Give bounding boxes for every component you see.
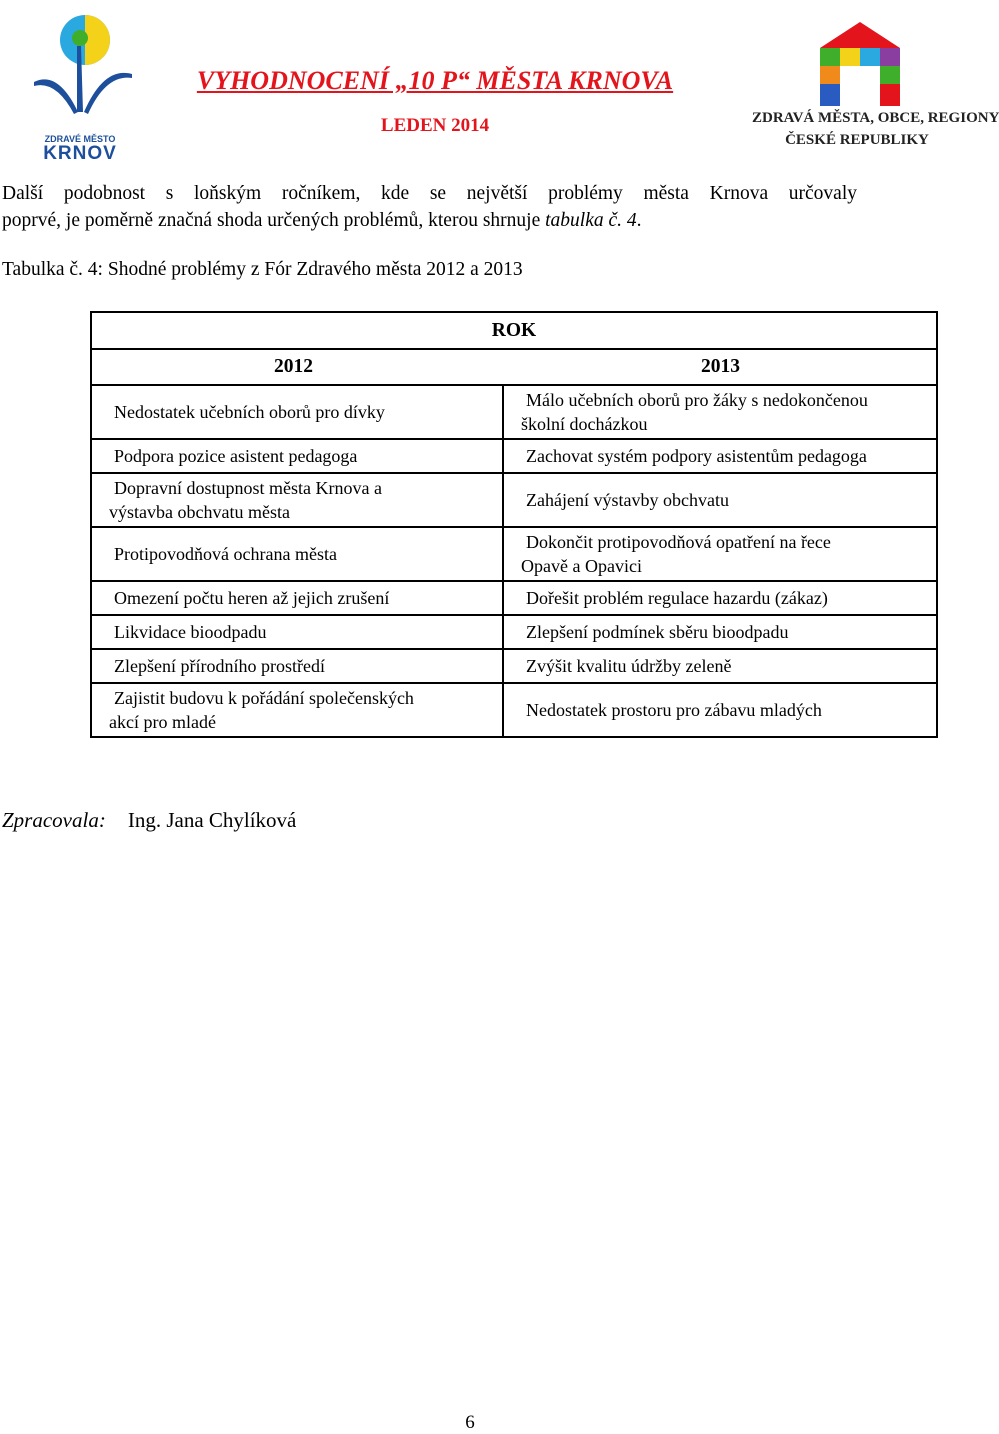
table-row <box>91 527 937 581</box>
table-row <box>91 439 937 473</box>
table-row <box>91 615 937 649</box>
cell-text-line: Likvidace bioodpadu <box>114 622 267 642</box>
right-logo-caption-line2: ČESKÉ REPUBLIKY <box>785 132 929 148</box>
cell-text-line: Podpora pozice asistent pedagoga <box>114 446 358 466</box>
cell-text-line: Nedostatek učebních oborů pro dívky <box>114 402 385 422</box>
cell-text-line: Opavě a Opavici <box>521 556 642 576</box>
cell-2013 <box>503 439 937 473</box>
table-row <box>91 473 937 527</box>
table-year-header-row <box>91 349 937 385</box>
cell-2013 <box>503 385 937 439</box>
left-logo-caption: ZDRAVÉ MĚSTO <box>44 134 116 144</box>
cell-text-line: Zachovat systém podpory asistentům pedagoga <box>526 446 867 466</box>
cell-text-line: akcí pro mladé <box>109 712 216 732</box>
cell-text-line: Zvýšit kvalitu údržby zeleně <box>526 656 732 676</box>
table-row <box>91 649 937 683</box>
cell-2012 <box>91 473 503 527</box>
table-row <box>91 581 937 615</box>
table-row <box>91 385 937 439</box>
cell-2012 <box>91 683 503 737</box>
right-logo-caption-line1: ZDRAVÁ MĚSTA, OBCE, REGIONY <box>752 110 999 126</box>
intro-line-2-start: poprvé, je poměrně značná shoda určených problémů, kterou shrnuje <box>2 210 546 231</box>
cell-text-line: Zajistit budovu k pořádání společenských <box>114 688 414 708</box>
document-date: LEDEN 2014 <box>380 115 490 136</box>
cell-text-line: Zlepšení přírodního prostředí <box>114 656 325 676</box>
cell-2012 <box>91 649 503 683</box>
cell-text-line: Zlepšení podmínek sběru bioodpadu <box>526 622 789 642</box>
cell-2013 <box>503 649 937 683</box>
cell-2012 <box>91 581 503 615</box>
cell-2013 <box>503 615 937 649</box>
table-body <box>91 385 937 737</box>
cell-text-line: Zahájení výstavby obchvatu <box>526 490 729 510</box>
left-logo-name: KRNOV <box>43 143 117 164</box>
page-number: 6 <box>465 1412 475 1433</box>
cell-2013 <box>503 581 937 615</box>
intro-line-1: Další podobnost s loňským ročníkem, kde se největší problémy města Krnova určovaly <box>2 183 857 204</box>
shared-problems-table <box>90 311 938 738</box>
author-line <box>2 808 296 833</box>
cell-2012 <box>91 615 503 649</box>
cell-text-line: Dokončit protipovodňová opatření na řece <box>526 532 831 552</box>
healthy-cities-house-logo <box>800 18 920 113</box>
cell-text-line: Málo učebních oborů pro žáky s nedokončenou <box>526 390 868 410</box>
cell-text-line: Dořešit problém regulace hazardu (zákaz) <box>526 588 828 608</box>
cell-text-line: Dopravní dostupnost města Krnova a <box>114 478 382 498</box>
author-name: Ing. Jana Chylíková <box>127 808 297 832</box>
cell-2013 <box>503 473 937 527</box>
cell-text-line: školní docházkou <box>521 414 648 434</box>
author-label: Zpracovala: <box>2 808 106 832</box>
column-header-2013: 2013 <box>701 356 740 377</box>
cell-2012 <box>91 385 503 439</box>
table-caption: Tabulka č. 4: Shodné problémy z Fór Zdravého města 2012 a 2013 <box>2 259 523 280</box>
cell-text-line: výstavba obchvatu města <box>109 502 290 522</box>
document-title: VYHODNOCENÍ „10 P“ MĚSTA KRNOVA <box>196 66 674 95</box>
table-row <box>91 683 937 737</box>
cell-2013 <box>503 683 937 737</box>
column-header-2012: 2012 <box>274 356 313 377</box>
cell-text-line: Protipovodňová ochrana města <box>114 544 337 564</box>
table-reference: tabulka č. 4 <box>545 210 637 231</box>
page-header <box>0 0 999 165</box>
cell-text-line: Nedostatek prostoru pro zábavu mladých <box>526 700 822 720</box>
cell-2012 <box>91 527 503 581</box>
cell-2012 <box>91 439 503 473</box>
intro-paragraph <box>2 180 857 234</box>
table-group-header: ROK <box>91 312 937 349</box>
cell-text-line: Omezení počtu heren až jejich zrušení <box>114 588 390 608</box>
cell-2013 <box>503 527 937 581</box>
intro-line-2-end: . <box>636 210 642 231</box>
